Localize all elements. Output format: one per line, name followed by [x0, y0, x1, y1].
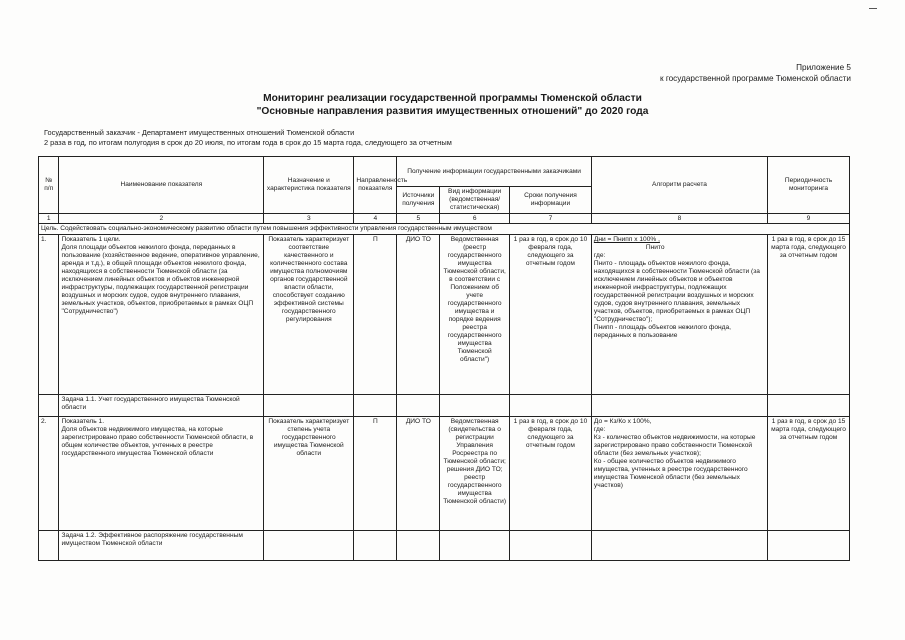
indicator-name — [59, 417, 264, 531]
document-title — [0, 92, 905, 118]
indicator-title: Показатель 1 цели. — [61, 236, 121, 243]
algorithm-body: где: Пнито - площадь объектов нежилого фонда, находящихся в собственности Тюменской области (за исключением линейных объектов и объектов инженерной инфраструктуры, подлежащих государственной регистрации воздушных и морских судов, судов внутреннего плавания, земельных участков, объектов, приобретаемых в рамках ОЦП "Сотрудничество"); Пнипп - площадь объектов нежилого фонда, переданных в пользование — [593, 252, 760, 339]
header-name: Наименование показателя — [59, 157, 264, 214]
indicator-name — [59, 235, 264, 395]
header-sources: Источники получения — [397, 187, 440, 214]
appendix-note — [660, 62, 851, 84]
task-num-cell — [39, 395, 59, 417]
algorithm-formula: Дни = Пнипп х 100% , — [593, 236, 660, 243]
task-empty-cell — [591, 395, 767, 417]
header-num: № п/п — [39, 157, 59, 214]
indicator-body: Доля площади объектов нежилого фонда, переданных в пользование (хозяйственное ведение, оперативное управление, аренда и т.д.), в общей площади объектов нежилого фонда, находящихся в собственности Тюменской области (за исключением линейных объектов и объектов инженерной инфраструктуры, подлежащих государственной регистрации воздушных и морских судов, судов внутреннего плавания, земельных участков, объектов, приобретаемых в рамках ОЦП "Сотрудничество") — [61, 244, 260, 315]
header-receipt-group: Получение информации государственными заказчиками — [397, 157, 592, 187]
task-empty-cell — [591, 531, 767, 561]
monitoring-table — [38, 156, 850, 561]
task-empty-cell — [509, 531, 591, 561]
task-empty-cell — [440, 531, 510, 561]
header-terms: Сроки получения информации — [509, 187, 591, 214]
task-empty-cell — [354, 395, 397, 417]
col-number: 5 — [397, 214, 440, 224]
task-num-cell — [39, 531, 59, 561]
task-empty-cell — [440, 395, 510, 417]
col-number: 7 — [509, 214, 591, 224]
info-kind: Ведомственная (реестр государственного имущества Тюменской области, в соответствии с Положением об учете государственного имущества и порядке ведения реестра государственного имущества Тюменской области") — [440, 235, 510, 395]
task-empty-cell — [354, 531, 397, 561]
header-direction: Направленность показателя — [354, 157, 397, 214]
monitoring-periodicity: 1 раз в год, в срок до 15 марта года, следующего за отчетным годом — [768, 417, 850, 531]
task-empty-cell — [397, 395, 440, 417]
row-num: 2. — [39, 417, 59, 531]
title-line-2: "Основные направления развития имущественных отношений" до 2020 года — [256, 106, 649, 117]
task-empty-cell — [264, 531, 354, 561]
indicator-body: Доля объектов недвижимого имущества, на которые зарегистрировано право собственности Тюменской области, в общем количестве объектов, учтенных в реестре государственного имущества Тюменской области — [61, 426, 254, 457]
calc-algorithm — [591, 417, 767, 531]
row-num: 1. — [39, 235, 59, 395]
customer-line-1: Государственный заказчик - Департамент имущественных отношений Тюменской области — [44, 128, 355, 137]
header-kind: Вид информации (ведомственная/статистическая) — [440, 187, 510, 214]
col-number: 4 — [354, 214, 397, 224]
header-algorithm: Алгоритм расчета — [591, 157, 767, 214]
algorithm-denominator: Пнито — [645, 244, 665, 251]
task-label: Задача 1.2. Эффективное распоряжение государственным имуществом Тюменской области — [59, 531, 264, 561]
customer-info — [44, 128, 452, 148]
col-number: 2 — [59, 214, 264, 224]
col-number: 6 — [440, 214, 510, 224]
column-numbers-row — [39, 214, 850, 224]
table-row — [39, 235, 850, 395]
info-kind: Ведомственная (свидетельства о регистрации Управления Росреестра по Тюменской области; решения ДИО ТО; реестр государственного имущества Тюменской области) — [440, 417, 510, 531]
info-terms: 1 раз в год, в срок до 10 февраля года, следующего за отчетным годом — [509, 235, 591, 395]
task-label: Задача 1.1. Учет государственного имущества Тюменской области — [59, 395, 264, 417]
task-empty-cell — [264, 395, 354, 417]
info-terms: 1 раз в год, в срок до 10 февраля года, следующего за отчетным годом — [509, 417, 591, 531]
header-periodicity: Периодичность мониторинга — [768, 157, 850, 214]
goal-row: Цель. Содействовать социально-экономическому развитию области путем повышения эффективности управления государственным имуществом — [39, 224, 850, 235]
col-number: 8 — [591, 214, 767, 224]
col-number: 1 — [39, 214, 59, 224]
calc-algorithm — [591, 235, 767, 395]
indicator-direction: П — [354, 235, 397, 395]
task-empty-cell — [397, 531, 440, 561]
task-row — [39, 395, 850, 417]
appendix-line-1: Приложение 5 — [796, 63, 851, 72]
indicator-purpose: Показатель характеризует соответствие качественного и количественного состава имущества полномочиям органов государственной власти области, способствует созданию эффективной системы государственного регулирования — [264, 235, 354, 395]
algorithm-formula: До = Кз/Ко х 100%, — [593, 418, 652, 425]
scan-mark — [869, 8, 877, 9]
algorithm-body: где: Кз - количество объектов недвижимости, на которые зарегистрировано право собственности Тюменской области (без земельных участков); Ко - общее количество объектов недвижимого имущества, учтенных в реестре государственного имущества Тюменской области (без земельных участков) — [593, 426, 756, 489]
appendix-line-2: к государственной программе Тюменской области — [659, 74, 851, 83]
indicator-direction: П — [354, 417, 397, 531]
col-number: 9 — [768, 214, 850, 224]
title-line-1: Мониторинг реализации государственной программы Тюменской области — [263, 93, 642, 104]
customer-line-2: 2 раза в год, по итогам полугодия в срок до 20 июля, по итогам года в срок до 15 марта года, следующего за отчетным — [44, 138, 452, 147]
header-purpose: Назначение и характеристика показателя — [264, 157, 354, 214]
indicator-purpose: Показатель характеризует степень учета государственного имущества Тюменской области — [264, 417, 354, 531]
task-empty-cell — [768, 395, 850, 417]
table-row — [39, 417, 850, 531]
task-empty-cell — [509, 395, 591, 417]
info-source: ДИО ТО — [397, 235, 440, 395]
indicator-title: Показатель 1. — [61, 418, 105, 425]
col-number: 3 — [264, 214, 354, 224]
task-empty-cell — [768, 531, 850, 561]
monitoring-periodicity: 1 раз в год, в срок до 15 марта года, следующего за отчетным годом — [768, 235, 850, 395]
info-source: ДИО ТО — [397, 417, 440, 531]
task-row — [39, 531, 850, 561]
